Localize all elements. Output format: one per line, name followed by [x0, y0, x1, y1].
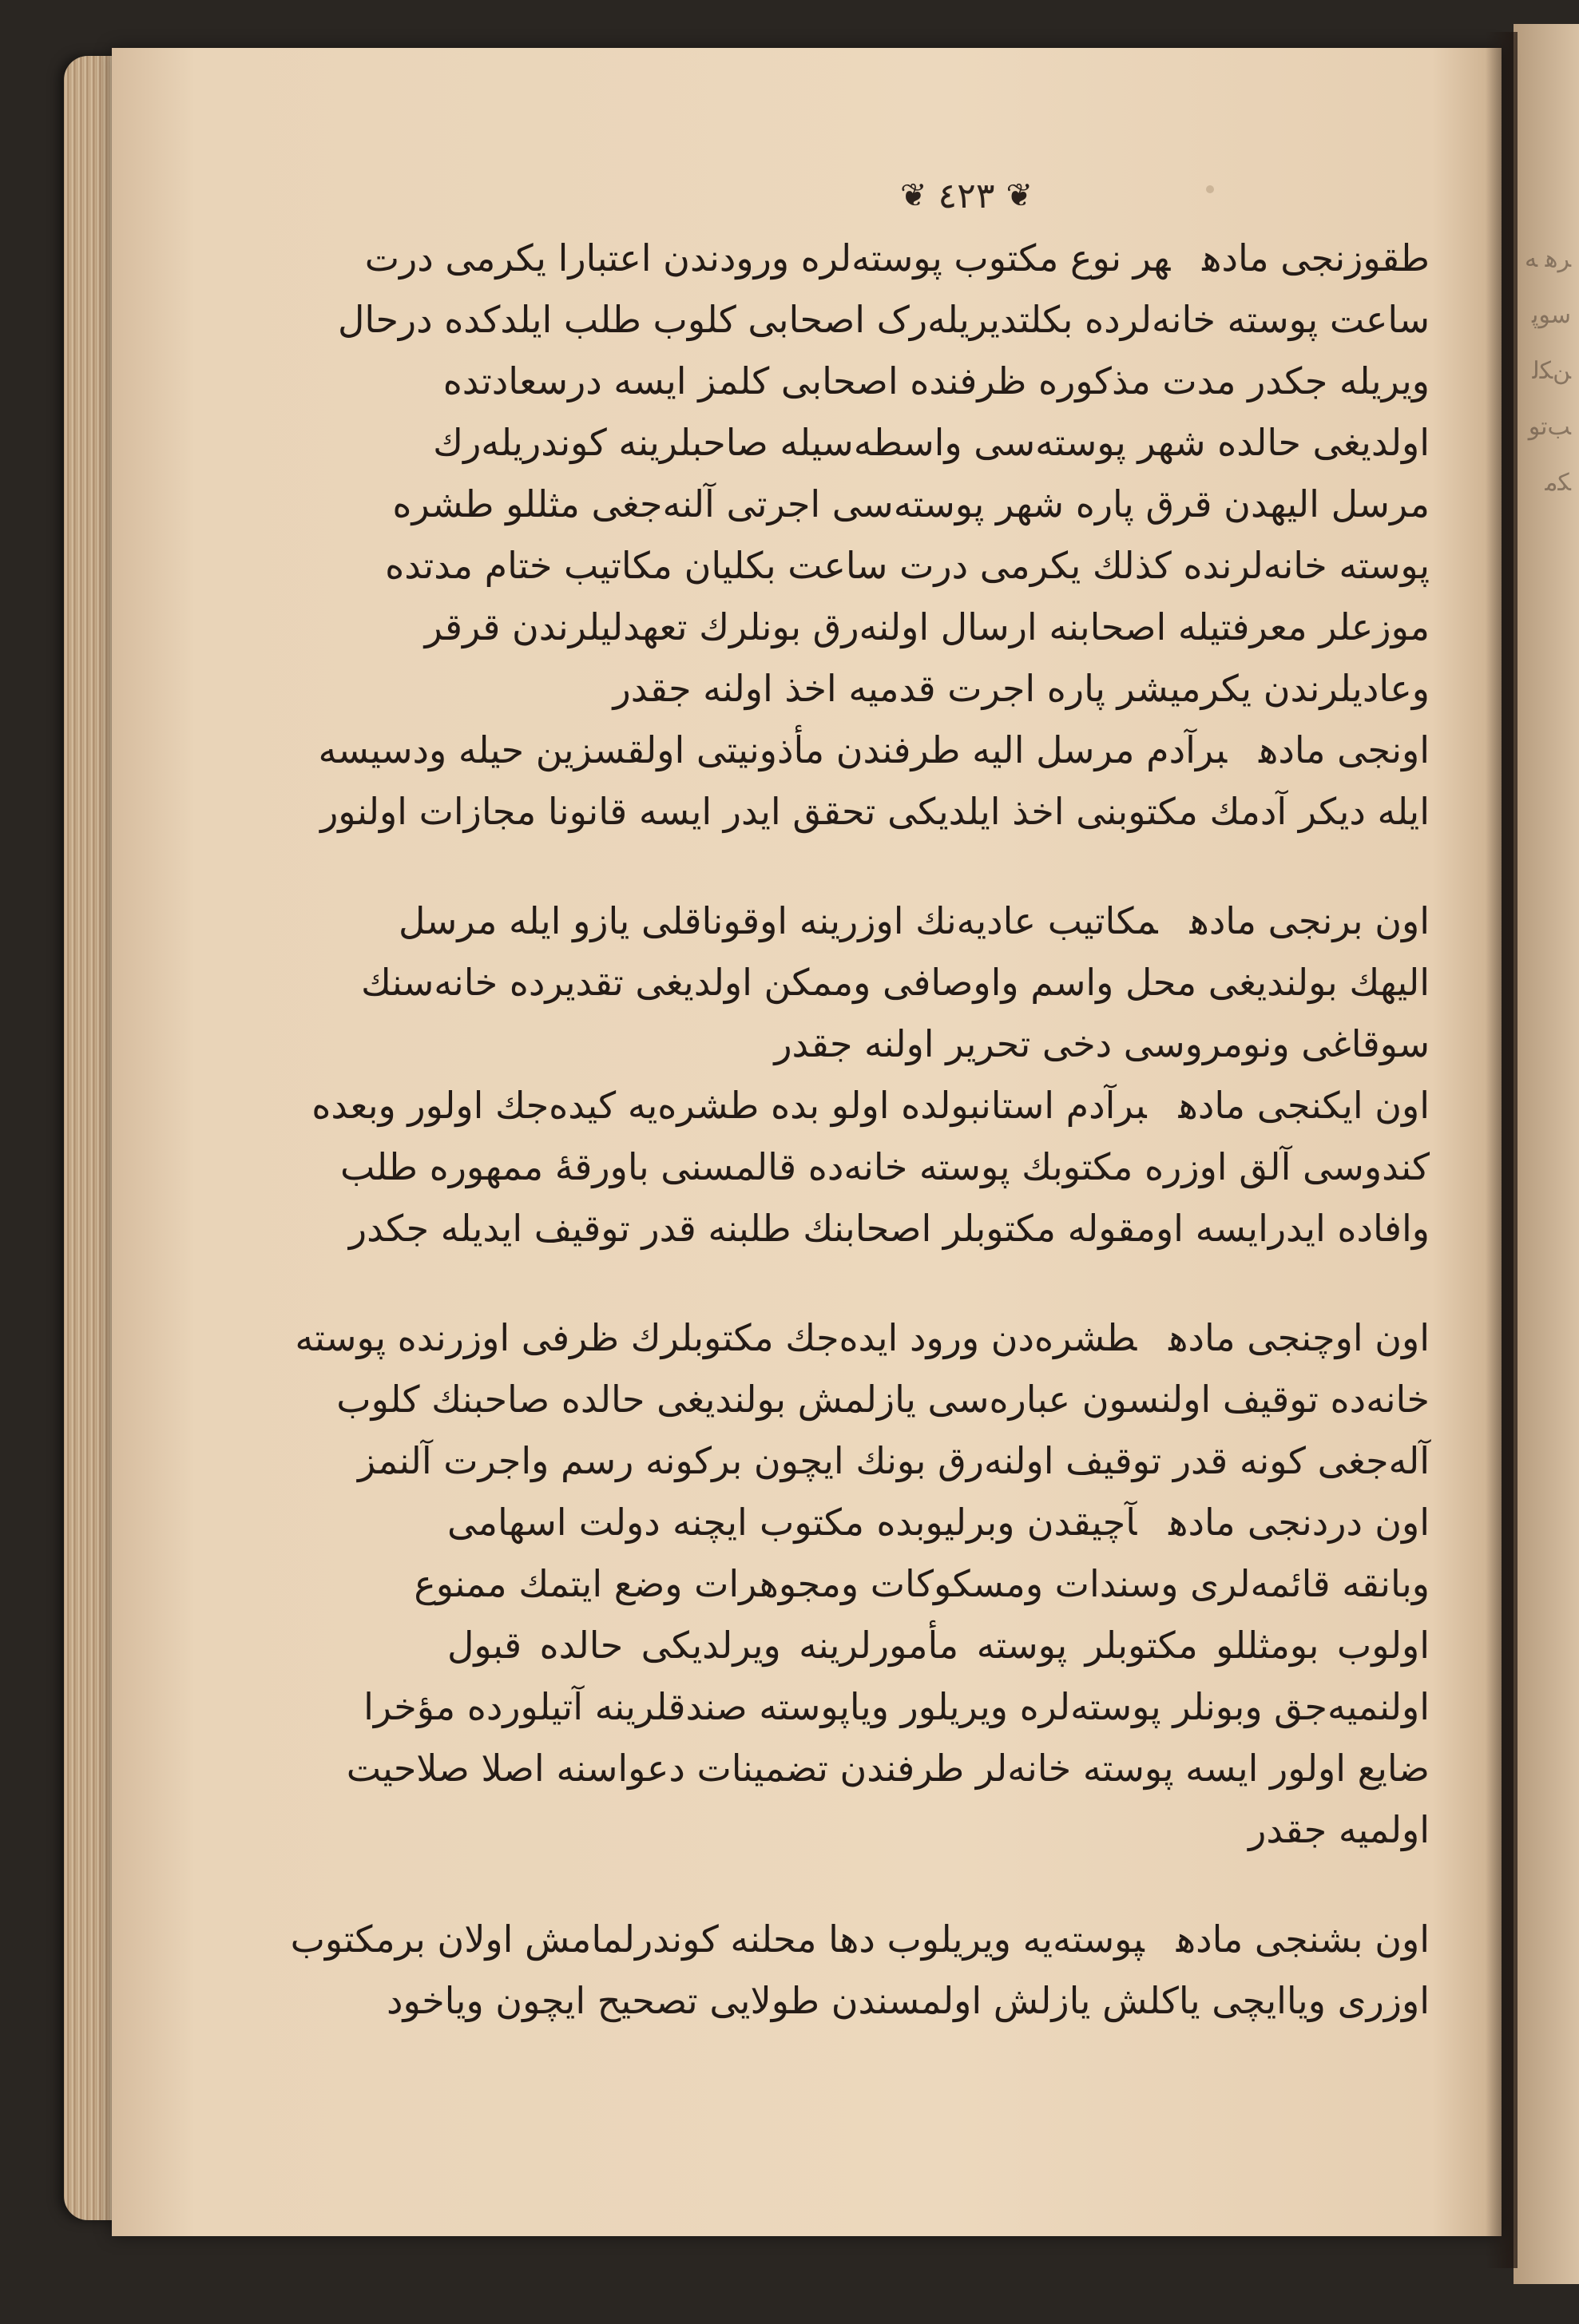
- article: [338, 228, 1430, 720]
- line-text: موزعلر معرفتیله اصحابنه ارسال اولنه‌رق بونلرك تعهدلیلرندن قرقر: [424, 605, 1430, 648]
- text-line: [447, 1492, 1430, 1553]
- line-text: سوقاغی ونومروسی دخی تحریر اولنه جقدر: [774, 1022, 1430, 1065]
- text-line: [336, 1369, 1430, 1430]
- ornament-right-icon: ❦: [1006, 177, 1033, 214]
- line-text: اولنمیه‌جق وبونلر پوسته‌لره ویریلور ویاپوسته صندقلرینه آتیلورده مؤخرا: [363, 1685, 1430, 1728]
- line-text: آچیقدن وبرلیوبده مکتوب ایچنه دولت اسهامی: [447, 1501, 1137, 1544]
- line-text: وبانقه قائمه‌لری وسندات ومسکوکات ومجوهرات وضع ایتمك ممنوع: [414, 1562, 1430, 1605]
- article: [361, 890, 1430, 1075]
- text-line: [338, 289, 1430, 351]
- text-line: [318, 720, 1430, 781]
- line-text: هر نوع مکتوب پوسته‌لره ورودندن اعتبارا یکرمی درت: [364, 236, 1171, 280]
- text-line: [348, 1198, 1430, 1259]
- article: [290, 1909, 1430, 2032]
- line-text: پوسته‌یه ویریلوب دها محلنه کوندرلمامش اولان برمکتوب: [290, 1917, 1145, 1961]
- text-line: [363, 1676, 1430, 1738]
- text-line: [398, 890, 1430, 952]
- text-line: [295, 1307, 1430, 1369]
- line-text: اوزری ویاایچی یاکلش یازلش اولمسندن طولایی تصحیح ایچون ویاخود: [386, 1979, 1430, 2022]
- text-line: [392, 474, 1430, 535]
- text-line: [339, 1136, 1430, 1198]
- document-body: [290, 228, 1430, 2032]
- text-line: [361, 952, 1430, 1013]
- facing-page-text: ﺮﻫ ﻪﺳﻮﭘ ﻦﻜﻟ ﺐﺗﻮﻜﻣ: [1525, 245, 1571, 497]
- line-text: وعادیلرندن یکرمیشر پاره اجرت قدمیه اخذ اولنه جقدر: [613, 667, 1430, 710]
- text-line: [357, 1430, 1430, 1492]
- text-line: [346, 1738, 1430, 1799]
- text-line: [414, 1553, 1430, 1615]
- line-text: آله‌جغی کونه قدر توقیف اولنه‌رق بونك ایچون برکونه رسم واجرت آلنمز: [357, 1439, 1430, 1482]
- article: [318, 720, 1430, 843]
- text-line: [364, 228, 1430, 289]
- gutter-shadow: [1486, 32, 1518, 2268]
- article-label: اون برنجی ماده: [1189, 899, 1430, 942]
- text-line: [442, 351, 1430, 412]
- page-number: ٤٢٣: [938, 175, 995, 216]
- line-text: اولمیه جقدر: [1248, 1808, 1430, 1851]
- ornament-left-icon: ❦: [900, 177, 927, 214]
- line-text: کندوسی آلق اوزره مکتوبك پوسته خانه‌ده قالمسنی باورقهٔ ممهوره طلب: [339, 1145, 1430, 1188]
- paper-spot: [1206, 185, 1214, 193]
- text-line: [385, 535, 1430, 597]
- text-line: [447, 1013, 1430, 1075]
- line-text: مکاتیب عادیه‌نك اوزرینه اوقوناقلی یازو ایله مرسل: [398, 899, 1158, 942]
- text-line: [424, 597, 1430, 658]
- line-text: ضایع اولور ایسه پوسته خانه‌لر طرفندن تضمینات دعواسنه اصلا صلاحیت: [346, 1747, 1430, 1790]
- line-text: برآدم مرسل الیه طرفندن مأذونیتی اولقسزین حیله ودسیسه: [318, 728, 1228, 771]
- text-line: [386, 1970, 1430, 2032]
- paragraph-gap: [447, 843, 1430, 890]
- text-line: [447, 1615, 1430, 1676]
- article: [346, 1492, 1430, 1861]
- article-label: اون بشنجی ماده: [1176, 1917, 1430, 1961]
- text-line: [447, 1799, 1430, 1861]
- line-text: برآدم استانبولده اولو بده طشره‌یه کیده‌جك اولور وبعده: [311, 1084, 1147, 1127]
- article-label: اون اوچنجی ماده: [1168, 1316, 1430, 1359]
- line-text: ایله دیکر آدمك مکتوبنی اخذ ایلدیکی تحقق ایدر ایسه قانونا مجازات اولنور: [320, 790, 1430, 833]
- line-text: طشره‌دن ورود ایده‌جك مکتوبلرك ظرفی اوزرنده پوسته: [295, 1316, 1137, 1359]
- line-text: مرسل الیهدن قرق پاره شهر پوسته‌سی اجرتی آلنه‌جغی مثللو طشره: [392, 482, 1430, 525]
- article: [295, 1307, 1430, 1492]
- line-text: پوسته خانه‌لرنده کذلك یکرمی درت ساعت بکلیان مکاتیب ختام مدتده: [385, 544, 1430, 587]
- article-label: اون ایکنجی ماده: [1178, 1084, 1430, 1127]
- article-label: اونجی ماده: [1259, 728, 1430, 771]
- article-label: طقوزنجی ماده: [1202, 236, 1430, 280]
- line-text: اولوب بومثللو مکتوبلر پوسته مأمورلرینه ویرلدیکی حالده قبول: [447, 1624, 1430, 1667]
- line-text: اولدیغی حالده شهر پوسته‌سی واسطه‌سیله صاحبلرینه کوندریله‌رك: [433, 421, 1430, 464]
- line-text: خانه‌ده توقیف اولنسون عباره‌سی یازلمش بولندیغی حالده صاحبنك کلوب: [336, 1378, 1430, 1421]
- article-label: اون دردنجی ماده: [1168, 1501, 1430, 1544]
- text-line: [290, 1909, 1430, 1970]
- text-line: [320, 781, 1430, 843]
- article: [311, 1075, 1430, 1259]
- line-text: ساعت پوسته خانه‌لرده بکلتدیریله‌رک اصحابی کلوب طلب ایلدکده درحال: [338, 298, 1430, 341]
- text-line: [311, 1075, 1430, 1136]
- page-number-header: [879, 172, 1054, 220]
- line-text: وافاده ایدرایسه اومقوله مکتوبلر اصحابنك طلبنه قدر توقیف ایدیله جکدر: [348, 1207, 1430, 1250]
- paragraph-gap: [447, 1259, 1430, 1307]
- paragraph-gap: [447, 1861, 1430, 1909]
- line-text: ویریله جکدر مدت مذکوره ظرفنده اصحابی کلمز ایسه درسعادتده: [442, 359, 1430, 403]
- text-line: [447, 658, 1430, 720]
- line-text: الیهك بولندیغی محل واسم واوصافی وممکن اولدیغی تقدیرده خانه‌سنك: [361, 961, 1430, 1004]
- text-line: [433, 412, 1430, 474]
- facing-page-sliver: [1514, 24, 1579, 2284]
